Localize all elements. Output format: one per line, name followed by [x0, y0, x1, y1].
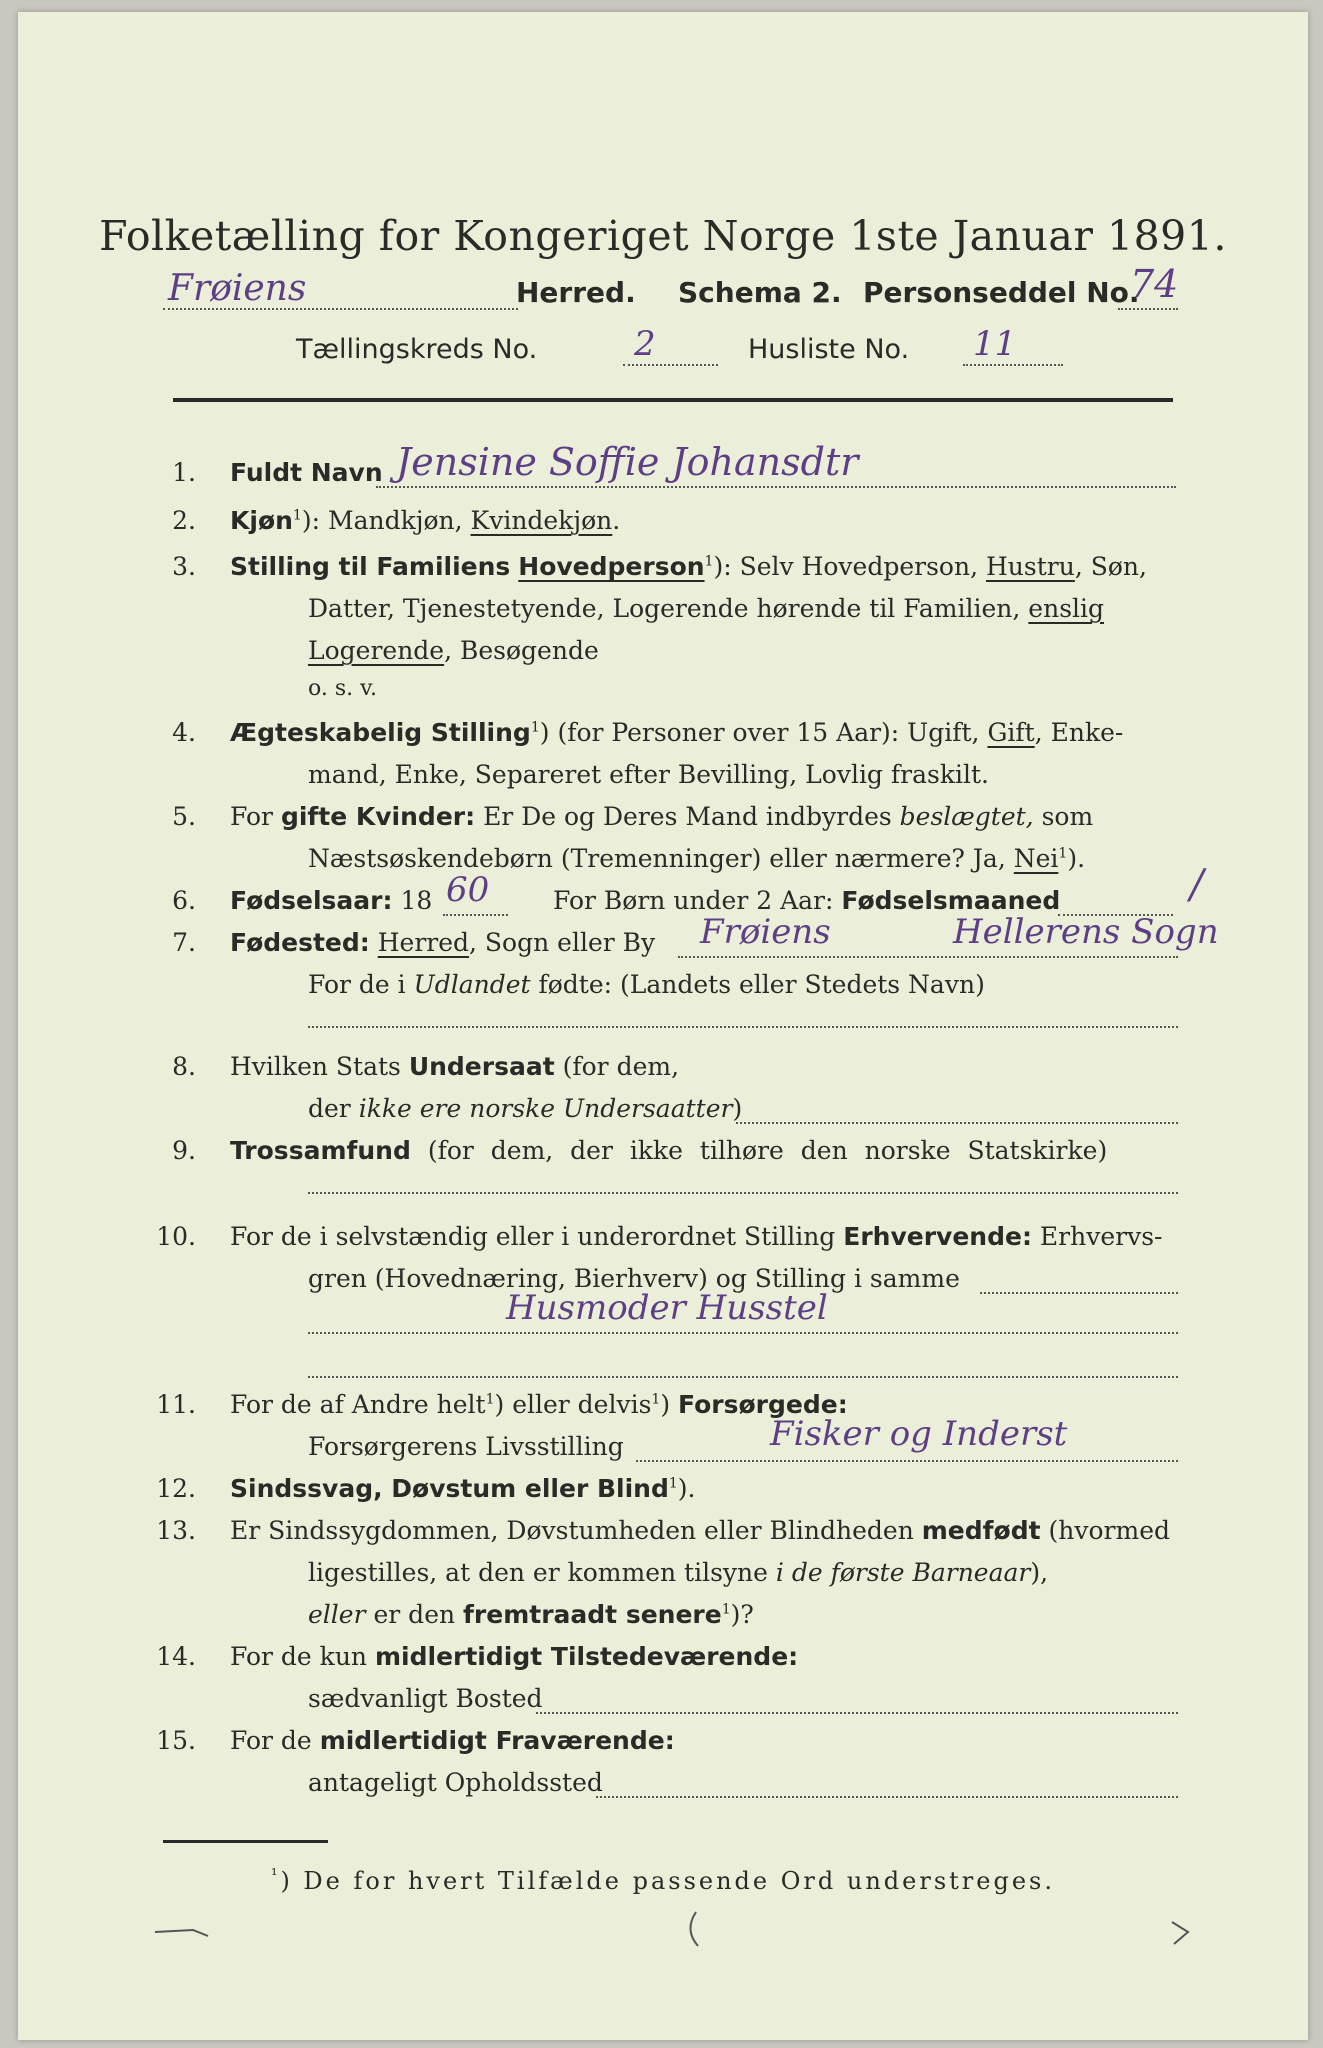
herred-dotted-line: [163, 308, 518, 310]
q6-label: Fødselsaar:: [230, 886, 393, 915]
q2-options-a: ): Mandkjøn,: [301, 506, 471, 535]
q5-label: gifte Kvinder:: [280, 802, 476, 831]
q13-text-italic: i de første Barneaar: [775, 1558, 1031, 1587]
q11-provider-value: Fisker og Inderst: [770, 1414, 1068, 1454]
q11-number: 11.: [156, 1390, 196, 1419]
q13-text-c: ligestilles, at den er kommen tilsyne: [308, 1558, 776, 1587]
q4-number: 4.: [172, 718, 196, 747]
q12-line: [230, 1474, 696, 1503]
q7-line-1: [230, 928, 655, 957]
q5-pre: For: [230, 802, 273, 831]
q10-occupation-value: Husmoder Husstel: [506, 1288, 828, 1328]
q10-line-2: gren (Hovednæring, Bierhverv) og Stilling i samme: [308, 1264, 960, 1293]
q3-number: 3.: [172, 552, 196, 581]
q2-label: Kjøn: [230, 506, 293, 535]
q1-dotted-line: [376, 486, 1176, 488]
q13-end: )?: [730, 1600, 754, 1629]
q3-label-hovedperson: Hovedperson: [518, 552, 705, 581]
q15-dotted-line: [596, 1796, 1178, 1798]
q6-line: [230, 886, 432, 915]
q7-number: 7.: [172, 928, 196, 957]
husliste-label: Husliste No.: [748, 334, 910, 365]
q5-text-italic: beslægtet,: [899, 802, 1034, 831]
q13-label: medfødt: [921, 1516, 1041, 1545]
q3-options-d: , Besøgende: [444, 636, 599, 665]
q9-line: [230, 1136, 1107, 1165]
q7-selected-herred: Herred: [377, 928, 470, 957]
q3-options-a: ): Selv Hovedperson,: [713, 552, 986, 581]
q3-options-b: , Søn,: [1074, 552, 1147, 581]
schema-label: Schema 2.: [678, 276, 842, 309]
q7-text-b: fødte: (Landets eller Stedets Navn): [530, 970, 985, 999]
q8-text-a: Hvilken Stats: [230, 1052, 409, 1081]
q14-dotted-line: [536, 1712, 1178, 1714]
q6-year-dotted-line: [443, 914, 508, 916]
footnote: [18, 1865, 1308, 1895]
q5-text-b: som: [1041, 802, 1094, 831]
q13-line-2: [308, 1558, 1048, 1587]
q1-name-value: Jensine Soffie Johansdtr: [396, 440, 859, 484]
q7-foreign-dotted-line: [308, 1026, 1178, 1028]
taellingskreds-dotted-line: [623, 364, 718, 366]
personseddel-dotted-line: [1118, 308, 1178, 310]
edge-mark-right-icon: [1168, 1918, 1198, 1948]
q9-dotted-line: [308, 1192, 1178, 1194]
q11-text-b: ) eller delvis: [494, 1390, 652, 1419]
q4-line-1: [230, 718, 1123, 747]
q3-options-c: Datter, Tjenestetyende, Logerende hørende til Familien,: [308, 594, 1029, 623]
q7-text-a: For de i: [308, 970, 414, 999]
q11-dotted-line: [636, 1460, 1178, 1462]
q2-number: 2.: [172, 506, 196, 535]
q3-selected-logerende: Logerende: [308, 636, 445, 665]
q10-dotted-line-2: [308, 1332, 1178, 1334]
q2-end: .: [612, 506, 621, 535]
q6-number: 6.: [172, 886, 196, 915]
q11-line-2: Forsørgerens Livsstilling: [308, 1432, 624, 1461]
husliste-value: 11: [973, 324, 1017, 364]
taellingskreds-label: Tællingskreds No.: [296, 334, 538, 365]
q15-number: 15.: [156, 1726, 196, 1755]
edge-mark-center-icon: [678, 1910, 702, 1950]
q8-line-2: [308, 1094, 742, 1123]
q4-selected-gift: Gift: [987, 718, 1035, 747]
q5-end: ).: [1067, 844, 1086, 873]
q9-number: 9.: [172, 1136, 196, 1165]
q12-footnote-mark: 1: [668, 1475, 678, 1492]
q3-label: Stilling til Familiens: [230, 552, 511, 581]
q5-text-a: Er De og Deres Mand indbyrdes: [483, 802, 892, 831]
q13-number: 13.: [156, 1516, 196, 1545]
q11-footnote-mark-b: 1: [651, 1391, 661, 1408]
footnote-text: ) De for hvert Tilfælde passende Ord understreges.: [280, 1867, 1055, 1895]
q14-label: midlertidigt Tilstedeværende:: [374, 1642, 799, 1671]
herred-label: Herred.: [516, 276, 636, 309]
q9-text: (for dem, der ikke tilhøre den norske Statskirke): [427, 1136, 1108, 1165]
q13-text-eller: eller: [308, 1600, 366, 1629]
q8-dotted-line: [736, 1122, 1178, 1124]
q4-options-a: ) (for Personer over 15 Aar): Ugift,: [539, 718, 988, 747]
q1-number: 1.: [172, 458, 196, 487]
q11-label: Forsørgede:: [678, 1390, 848, 1419]
q5-text-c: Næstsøskendebørn (Tremenninger) eller nærmere? Ja,: [308, 844, 1014, 873]
q12-end: ).: [677, 1474, 696, 1503]
q8-number: 8.: [172, 1052, 196, 1081]
q13-text-a: Er Sindssygdommen, Døvstumheden eller Blindheden: [230, 1516, 922, 1545]
q8-text-d: ): [732, 1094, 743, 1123]
q10-label: Erhvervende:: [843, 1222, 1032, 1251]
q13-text-e: er den: [365, 1600, 464, 1629]
q3-line-2: [308, 594, 1104, 623]
q8-label: Undersaat: [408, 1052, 555, 1081]
q11-footnote-mark-a: 1: [485, 1391, 495, 1408]
footnote-rule: [163, 1840, 328, 1843]
q3-selected-enslig: enslig: [1028, 594, 1105, 623]
q13-line-3: [308, 1600, 754, 1629]
q14-line-1: [230, 1642, 798, 1671]
q13-label-senere: fremtraadt senere: [463, 1600, 722, 1629]
q10-dotted-line-3: [308, 1376, 1178, 1378]
q5-selected-nei: Nei: [1013, 844, 1059, 873]
edge-mark-left-icon: [153, 1922, 213, 1942]
taellingskreds-value: 2: [634, 324, 656, 364]
census-form-page: [18, 12, 1308, 2040]
q7-value-sogn: Hellerens Sogn: [953, 912, 1219, 952]
q1-label: Fuldt Navn: [230, 458, 383, 487]
q6-year-value: 60: [446, 870, 490, 910]
q14-pre: For de kun: [230, 1642, 375, 1671]
q6-year-prefix: 18: [400, 886, 433, 915]
q14-line-2: sædvanligt Bosted: [308, 1684, 543, 1713]
personseddel-label: Personseddel No.: [863, 276, 1140, 309]
q7-text-udlandet: Udlandet: [413, 970, 531, 999]
q6-label-month: Fødselsmaaned: [841, 886, 1061, 915]
q10-line-1: [230, 1222, 1162, 1251]
q5-footnote-mark: 1: [1058, 845, 1068, 862]
husliste-dotted-line: [963, 364, 1063, 366]
q5-line-2: [308, 844, 1085, 873]
q4-footnote-mark: 1: [530, 719, 540, 736]
q4-options-b: , Enke-: [1034, 718, 1124, 747]
q2-footnote-mark: 1: [292, 507, 302, 524]
q13-text-d: ),: [1030, 1558, 1049, 1587]
q10-text-a: For de i selvstændig eller i underordnet Stilling: [230, 1222, 844, 1251]
q11-line-1: [230, 1390, 848, 1419]
q3-footnote-mark: 1: [704, 553, 714, 570]
header-rule: [173, 398, 1173, 402]
q13-footnote-mark: 1: [721, 1601, 731, 1618]
footnote-mark: ¹: [271, 1865, 281, 1884]
q8-line-1: [230, 1052, 679, 1081]
personseddel-value: 74: [1130, 262, 1179, 306]
q13-line-1: [230, 1516, 1170, 1545]
q7-dotted-line: [678, 956, 1178, 958]
q10-text-b: Erhvervs-: [1031, 1222, 1163, 1251]
q7-label: Fødested:: [230, 928, 370, 957]
q2-line: [230, 506, 620, 535]
q4-label: Ægteskabelig Stilling: [230, 718, 531, 747]
q9-label: Trossamfund: [230, 1136, 411, 1165]
q11-text-a: For de af Andre helt: [230, 1390, 486, 1419]
q7-line-2: [308, 970, 985, 999]
q15-line-2: antageligt Opholdssted: [308, 1768, 603, 1797]
q3-osv: o. s. v.: [308, 676, 377, 701]
q8-text-b: (for dem,: [554, 1052, 680, 1081]
q11-text-c: ): [660, 1390, 679, 1419]
q12-label: Sindssvag, Døvstum eller Blind: [230, 1474, 669, 1503]
q15-line-1: [230, 1726, 675, 1755]
herred-value: Frøiens: [168, 268, 307, 309]
q14-number: 14.: [156, 1642, 196, 1671]
q10-dotted-line-1: [980, 1292, 1178, 1294]
q10-number: 10.: [156, 1222, 196, 1251]
form-title: Folketælling for Kongeriget Norge 1ste Januar 1891.: [99, 212, 1227, 260]
q15-label: midlertidigt Fraværende:: [319, 1726, 675, 1755]
q3-line-3: [308, 636, 599, 665]
q5-number: 5.: [172, 802, 196, 831]
q13-text-b: (hvormed: [1040, 1516, 1170, 1545]
q3-selected-hustru: Hustru: [985, 552, 1075, 581]
q7-value-frøiens: Frøiens: [700, 912, 831, 952]
q8-text-italic: ikke ere norske Undersaatter: [358, 1094, 733, 1123]
q3-line-1: [230, 552, 1147, 581]
q6-month-value: /: [1190, 862, 1204, 908]
q2-selected-option: Kvindekjøn: [470, 506, 613, 535]
q4-line-2: mand, Enke, Separeret efter Bevilling, Lovlig fraskilt.: [308, 760, 989, 789]
q15-pre: For de: [230, 1726, 320, 1755]
q12-number: 12.: [156, 1474, 196, 1503]
q8-text-c: der: [308, 1094, 359, 1123]
q6-text: For Børn under 2 Aar:: [553, 886, 834, 915]
q6-line-b: [553, 886, 1060, 915]
q7-options: , Sogn eller By: [469, 928, 656, 957]
q5-line-1: [230, 802, 1093, 831]
